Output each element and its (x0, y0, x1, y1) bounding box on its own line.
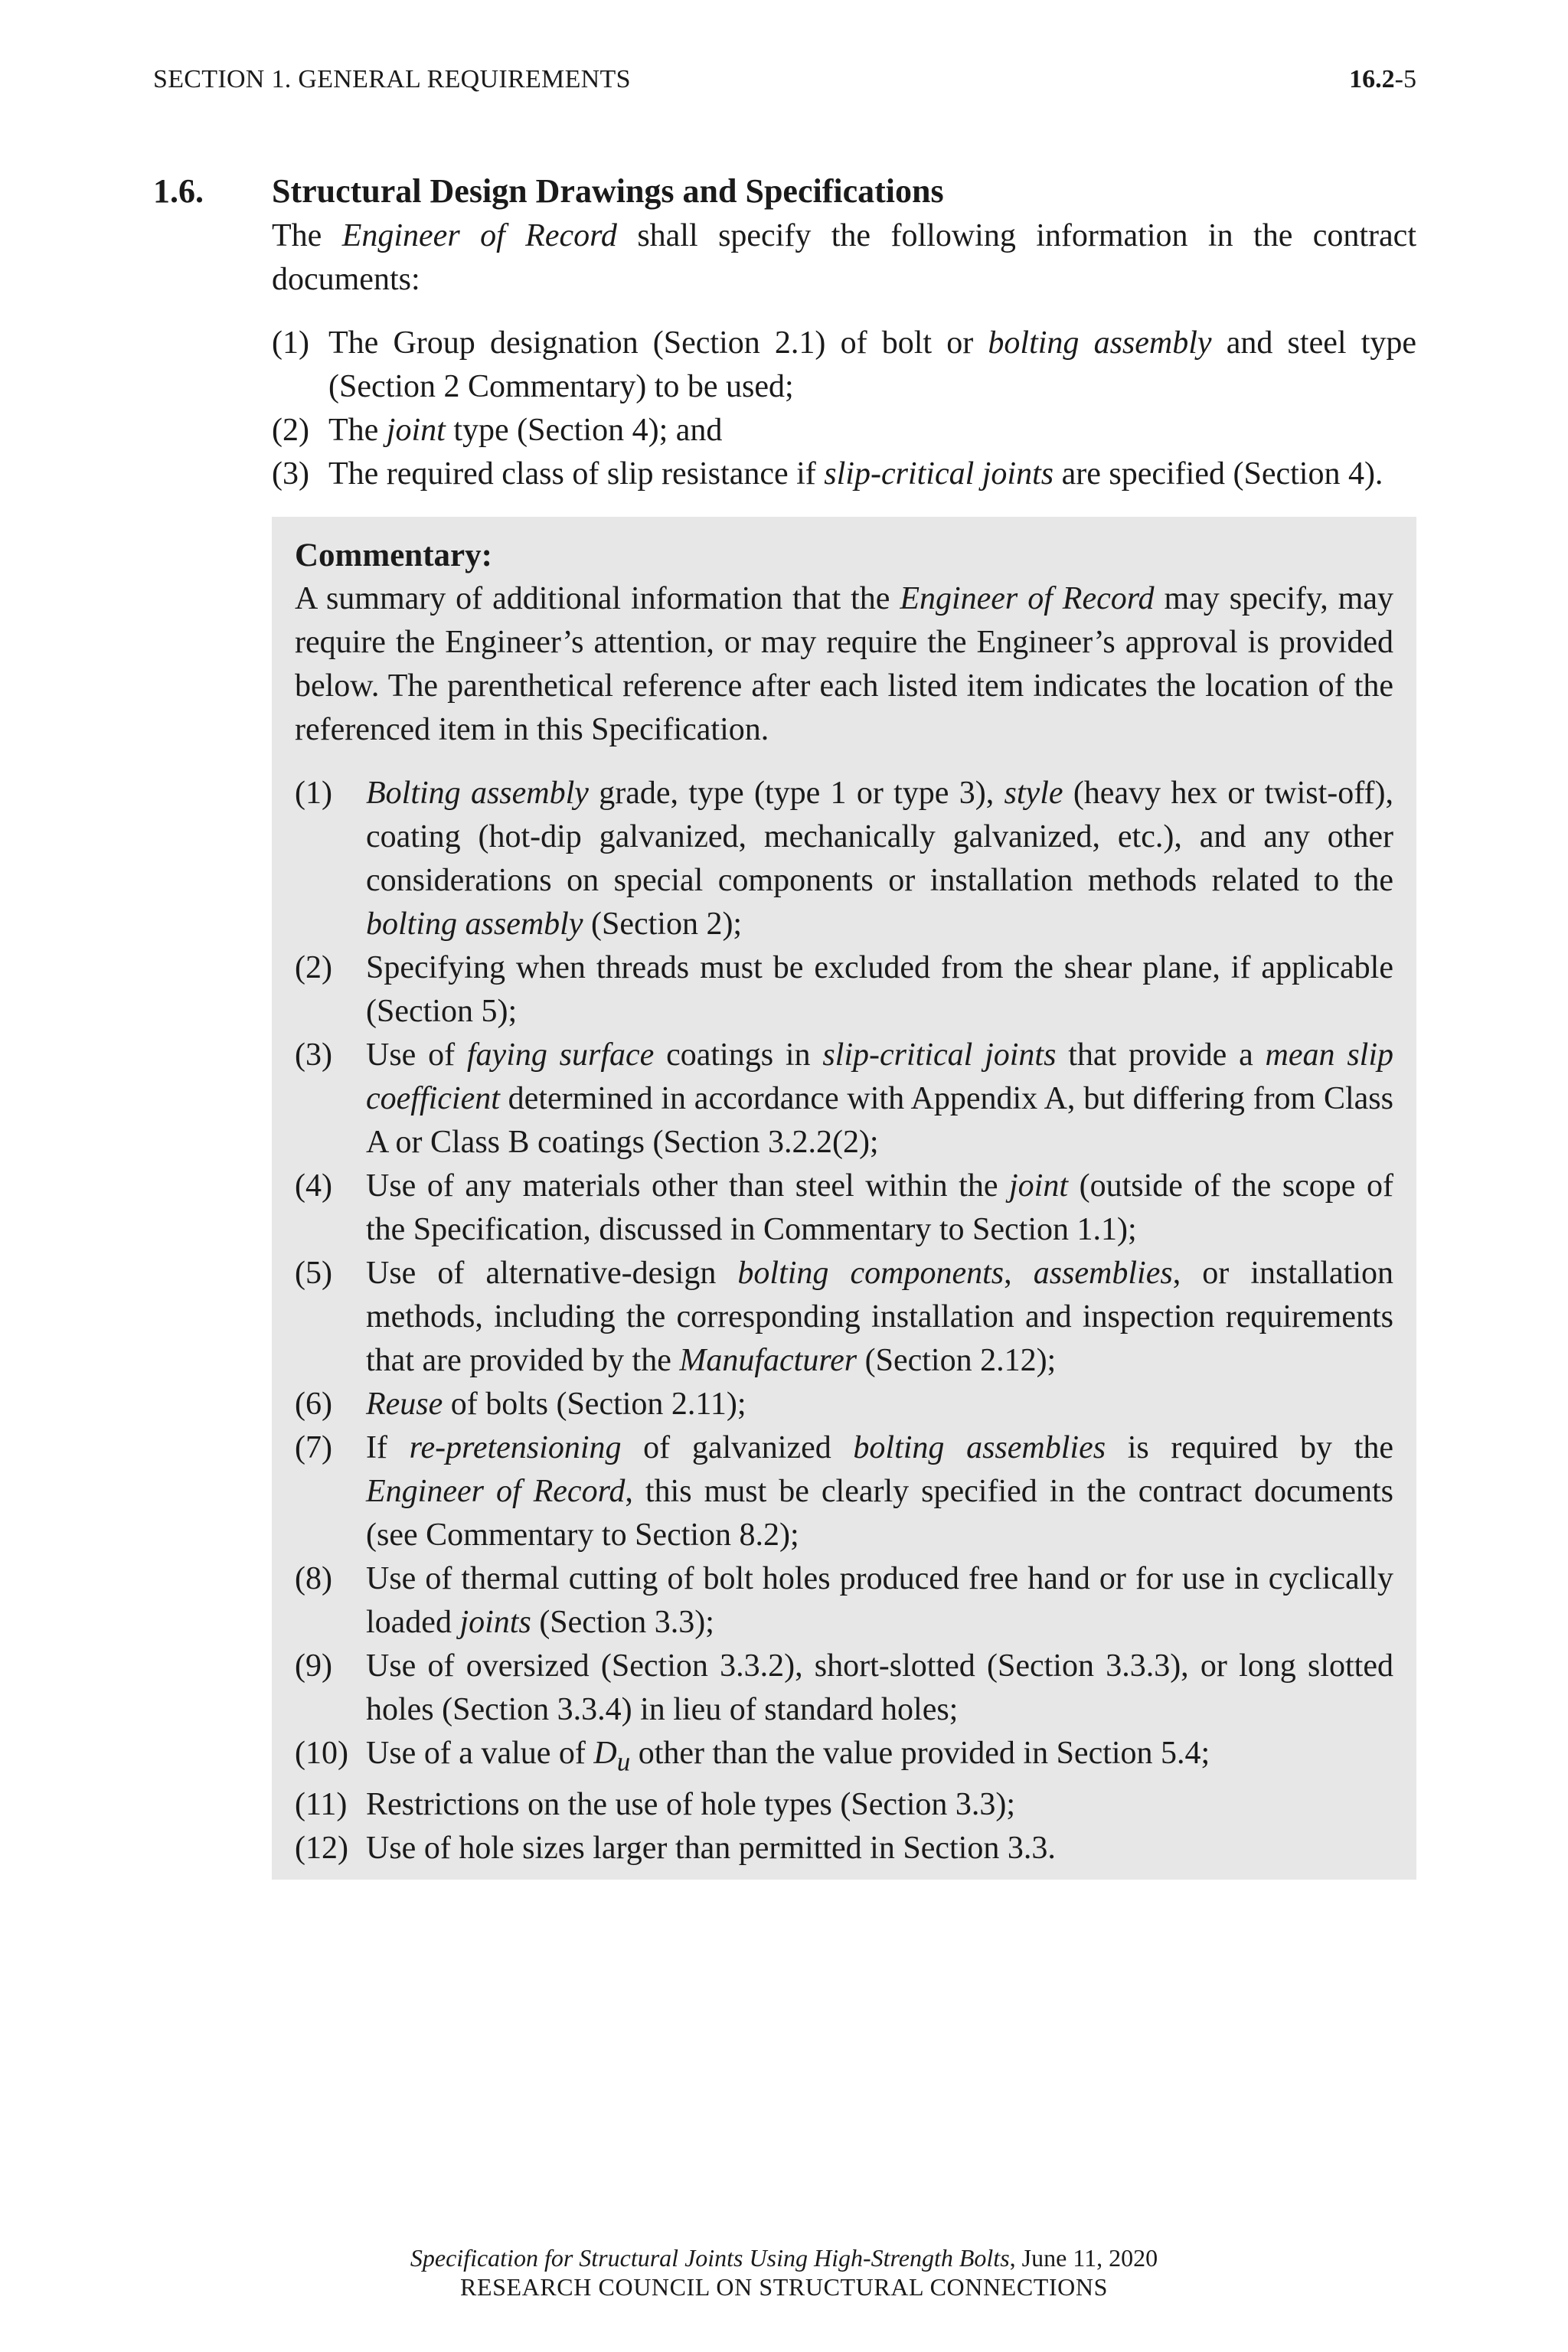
footer-organization: RESEARCH COUNCIL ON STRUCTURAL CONNECTIONS (460, 2273, 1108, 2301)
item-defined-term: Manufacturer (679, 1343, 858, 1378)
item-defined-term: re-pretensioning (409, 1430, 622, 1465)
item-number: (2) (272, 413, 309, 448)
item-text: (heavy hex or twist-off), coating (hot-dip galvanized, mechanically galvanized, etc.), and any other considerations on special components or installation methods related to the (366, 776, 1393, 898)
item-text: Use of a value of (366, 1736, 594, 1771)
section-intro (272, 214, 1416, 302)
item-text: (Section 2); (583, 906, 743, 942)
para-text: may specify, may require the Engineer’s attention, or may require the Engineer’s approval is provided below. The parenthetical reference after each listed item indicates the location of the referenced item in this Specification. (295, 581, 1393, 747)
item-text: Use of thermal cutting of bolt holes produced free hand or for use in cyclically loaded (366, 1561, 1393, 1640)
footer-date: , June 11, 2020 (1009, 2244, 1158, 2272)
commentary-item (295, 1827, 1393, 1870)
item-text: , or installation methods, including the corresponding installation and inspection requirements that are provided by the (366, 1256, 1393, 1378)
running-header-section: SECTION 1. GENERAL REQUIREMENTS (153, 65, 631, 93)
commentary-item (295, 1557, 1393, 1645)
item-text: Use of any materials other than steel within the (366, 1168, 1010, 1204)
item-text: determined in accordance with Appendix A, but differing from Class A or Class B coatings (Section 3.2.2(2); (366, 1081, 1393, 1160)
para-defined-term: Engineer of Record (900, 581, 1155, 616)
requirement-item (272, 322, 1416, 409)
item-text: The Group designation (Section 2.1) of bolt or (328, 325, 988, 361)
commentary-item (295, 1383, 1393, 1426)
page-number-bold: 16.2 (1349, 65, 1395, 93)
item-text: Use of (366, 1037, 467, 1073)
item-number: (4) (295, 1168, 332, 1204)
item-defined-term: mean slip coefficient (366, 1037, 1393, 1116)
commentary-item (295, 1426, 1393, 1557)
item-text: Specifying when threads must be excluded from the shear plane, if applicable (Section 5); (366, 950, 1393, 1029)
item-defined-term: joint (1009, 1168, 1069, 1204)
item-defined-term: slip-critical joints (824, 456, 1054, 492)
item-number: (1) (295, 776, 332, 811)
requirements-list (272, 322, 1416, 496)
item-defined-term: bolting assembly (988, 325, 1212, 361)
item-defined-term: Engineer of Record (366, 1474, 626, 1509)
item-text: The required class of slip resistance if (328, 456, 825, 492)
item-defined-term: Bolting assembly (366, 776, 589, 811)
item-number: (2) (295, 950, 332, 985)
item-defined-term: assemblies (1033, 1256, 1173, 1291)
item-defined-term: style (1004, 776, 1063, 811)
item-number: (10) (295, 1736, 348, 1771)
page-number-rest: -5 (1394, 65, 1416, 93)
item-number: (1) (272, 325, 309, 361)
item-text: type (Section 4); and (445, 413, 723, 448)
item-text: Restrictions on the use of hole types (Section 3.3); (366, 1787, 1016, 1823)
item-defined-term: joint (386, 413, 446, 448)
item-text: of galvanized (621, 1430, 854, 1465)
commentary-item (295, 1783, 1393, 1827)
commentary-item (295, 772, 1393, 946)
item-text: Use of alternative-design (366, 1256, 738, 1291)
page-footer (0, 2243, 1568, 2301)
item-defined-term: bolting assemblies (853, 1430, 1106, 1465)
item-defined-term: Reuse (366, 1387, 443, 1422)
item-number: (6) (295, 1387, 332, 1422)
item-number: (3) (272, 456, 309, 492)
running-header (153, 61, 1416, 98)
commentary-box (272, 517, 1416, 1880)
item-text: The (328, 413, 387, 448)
commentary-item (295, 1645, 1393, 1732)
commentary-item (295, 1732, 1393, 1783)
item-text: (Section 2.12); (857, 1343, 1057, 1378)
item-text: , this must be clearly specified in the contract documents (see Commentary to Section 8.2); (366, 1474, 1393, 1553)
item-number: (3) (295, 1037, 332, 1073)
footer-citation (0, 2243, 1568, 2272)
footer-document-title: Specification for Structural Joints Using High-Strength Bolts (410, 2244, 1010, 2272)
item-text: that provide a (1056, 1037, 1266, 1073)
commentary-heading: Commentary: (295, 537, 492, 573)
intro-text: The (272, 218, 342, 253)
item-number: (9) (295, 1648, 332, 1684)
item-text: Use of oversized (Section 3.3.2), short-slotted (Section 3.3.3), or long slotted holes (Section 3.3.4) in lieu of standard holes; (366, 1648, 1393, 1727)
item-number: (12) (295, 1831, 348, 1867)
requirement-item (272, 452, 1416, 496)
item-text: and steel type (Section 2 Commentary) to be used; (328, 325, 1417, 404)
requirement-item (272, 409, 1416, 452)
item-defined-term: faying surface (466, 1037, 655, 1073)
commentary-content (295, 534, 1393, 1870)
page-number (1349, 61, 1416, 98)
item-number: (5) (295, 1256, 332, 1291)
commentary-item (295, 1252, 1393, 1383)
intro-text: shall specify the following information in the contract documents: (272, 218, 1416, 297)
section-number: 1.6. (153, 172, 204, 210)
section-title: Structural Design Drawings and Specifications (272, 172, 944, 210)
item-text: coatings in (654, 1037, 823, 1073)
item-text: is required by the (1106, 1430, 1394, 1465)
item-defined-term: bolting components (737, 1256, 1004, 1291)
para-text: A summary of additional information that the (295, 581, 900, 616)
item-text: other than the value provided in Section 5.4; (630, 1736, 1210, 1771)
item-text: grade, type (type 1 or type 3), (588, 776, 1004, 811)
commentary-item (295, 946, 1393, 1034)
math-subscript: u (616, 1746, 631, 1777)
item-text: (Section 3.3); (531, 1605, 714, 1640)
item-number: (11) (295, 1787, 348, 1823)
item-defined-term: joints (459, 1605, 531, 1640)
commentary-item (295, 1165, 1393, 1252)
item-defined-term: bolting assembly (366, 906, 583, 942)
item-text: Use of hole sizes larger than permitted in Section 3.3. (366, 1831, 1056, 1867)
item-defined-term: slip-critical joints (822, 1037, 1057, 1073)
commentary-item (295, 1034, 1393, 1165)
intro-defined-term: Engineer of Record (341, 218, 617, 253)
commentary-paragraph (295, 577, 1393, 752)
commentary-list (295, 772, 1393, 1870)
item-text: , (1004, 1256, 1034, 1291)
item-text: are specified (Section 4). (1054, 456, 1383, 492)
item-text: If (366, 1430, 410, 1465)
item-text: (outside of the scope of the Specification, discussed in Commentary to Section 1.1); (366, 1168, 1393, 1247)
math-variable: D (593, 1736, 617, 1771)
item-text: of bolts (Section 2.11); (443, 1387, 746, 1422)
item-number: (7) (295, 1430, 332, 1465)
item-number: (8) (295, 1561, 332, 1596)
